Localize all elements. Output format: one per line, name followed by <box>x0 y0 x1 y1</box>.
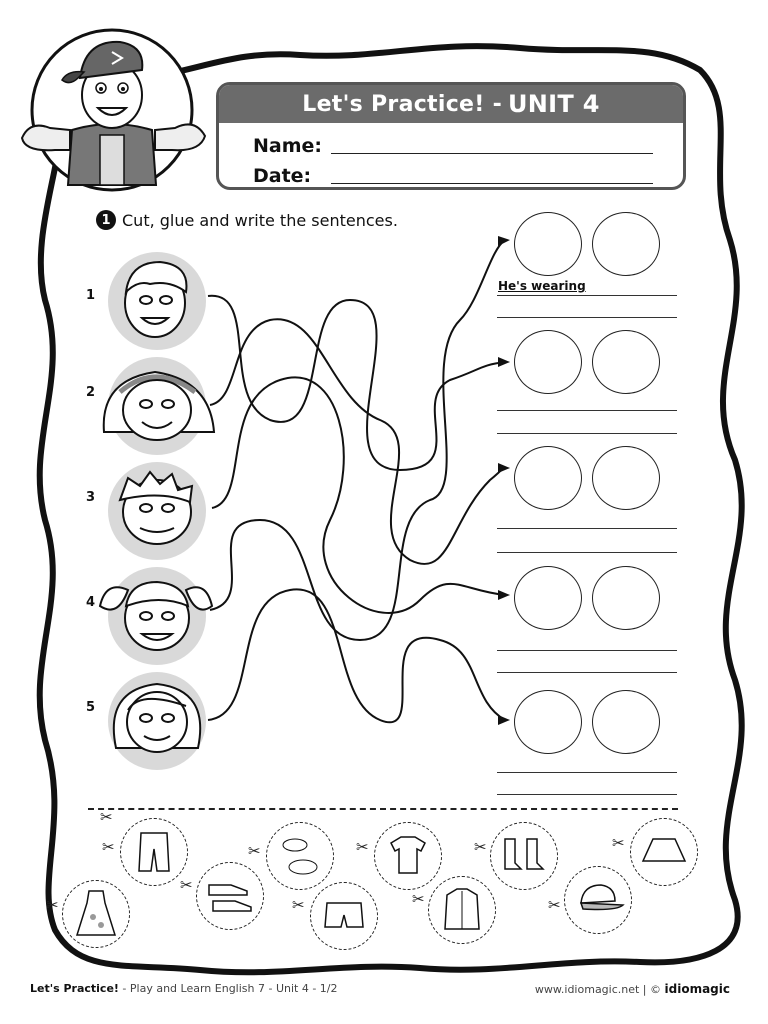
scissors-icon-8: ✂ <box>292 896 305 914</box>
sandals-icon <box>267 823 333 889</box>
glue-slot-2a[interactable] <box>514 330 582 394</box>
footer-site[interactable]: www.idiomagic.net | © <box>534 983 662 996</box>
write-line-4b[interactable] <box>497 672 677 673</box>
header-title: Let's Practice! - <box>302 91 502 117</box>
girl-face-2-icon <box>104 372 214 440</box>
write-line-4a[interactable] <box>497 650 677 651</box>
cap-icon <box>565 867 631 933</box>
cutout-skirt[interactable] <box>630 818 698 886</box>
denim-shorts-icon <box>311 883 377 949</box>
cutout-cap[interactable] <box>564 866 632 934</box>
shorts-icon <box>121 819 187 885</box>
scissors-icon-3: ✂ <box>356 838 369 856</box>
name-label: Name: <box>253 135 323 157</box>
unit-label: UNIT 4 <box>508 90 600 118</box>
boy-face-3-icon <box>120 472 192 544</box>
glue-slot-5a[interactable] <box>514 690 582 754</box>
instruction-text: Cut, glue and write the sentences. <box>122 210 398 230</box>
write-line-1a[interactable] <box>497 295 677 296</box>
boy-face-1-icon <box>125 262 186 337</box>
row-number-5: 5 <box>86 700 96 715</box>
jacket-icon <box>429 877 495 943</box>
row-number-2: 2 <box>86 385 96 400</box>
glue-slot-3a[interactable] <box>514 446 582 510</box>
glue-slot-4b[interactable] <box>592 566 660 630</box>
write-line-5a[interactable] <box>497 772 677 773</box>
row-number-3: 3 <box>86 490 96 505</box>
glue-slot-1a[interactable] <box>514 212 582 276</box>
scissors-icon-4: ✂ <box>474 838 487 856</box>
glue-slot-5b[interactable] <box>592 690 660 754</box>
glue-slot-2b[interactable] <box>592 330 660 394</box>
footer-right <box>535 982 730 996</box>
skirt-icon <box>631 819 697 885</box>
footer-title: Let's Practice! <box>30 982 119 995</box>
cutout-jacket[interactable] <box>428 876 496 944</box>
footer-left <box>30 982 338 995</box>
scissors-icon-5: ✂ <box>612 834 625 852</box>
row-number-4: 4 <box>86 595 96 610</box>
row-number-1: 1 <box>86 288 96 303</box>
instruction-number: 1 <box>96 210 116 230</box>
scissors-icon-7: ✂ <box>180 876 193 894</box>
scissors-icon-9: ✂ <box>412 890 425 908</box>
dress-icon <box>63 881 129 947</box>
footer-brand: idiomagic <box>664 982 730 996</box>
cutout-sneakers[interactable] <box>196 862 264 930</box>
scissors-icon-10: ✂ <box>548 896 561 914</box>
maze-lines <box>208 240 506 722</box>
date-label: Date: <box>253 165 312 187</box>
write-line-5b[interactable] <box>497 794 677 795</box>
cut-line <box>88 808 678 810</box>
maze-arrows <box>498 236 510 725</box>
glue-slot-3b[interactable] <box>592 446 660 510</box>
sample-sentence: He's wearing <box>498 279 586 293</box>
glue-slot-1b[interactable] <box>592 212 660 276</box>
scissors-icon: ✂ <box>100 808 113 826</box>
write-line-2a[interactable] <box>497 410 677 411</box>
cutout-boots[interactable] <box>490 822 558 890</box>
girl-face-4-icon <box>100 582 212 650</box>
cutout-sandals[interactable] <box>266 822 334 890</box>
boots-icon <box>491 823 557 889</box>
scissors-icon-1: ✂ <box>102 838 115 856</box>
cutout-dress[interactable] <box>62 880 130 948</box>
write-line-1b[interactable] <box>497 317 677 318</box>
write-line-3b[interactable] <box>497 552 677 553</box>
footer-subtitle: - Play and Learn English 7 - Unit 4 - 1/2 <box>118 982 338 995</box>
cutout-shorts[interactable] <box>120 818 188 886</box>
write-line-2b[interactable] <box>497 433 677 434</box>
scissors-icon-6: ✂ <box>46 896 59 914</box>
cutout-denim-shorts[interactable] <box>310 882 378 950</box>
write-line-3a[interactable] <box>497 528 677 529</box>
girl-face-5-icon <box>114 684 200 752</box>
glue-slot-4a[interactable] <box>514 566 582 630</box>
scissors-icon-2: ✂ <box>248 842 261 860</box>
sneakers-icon <box>197 863 263 929</box>
